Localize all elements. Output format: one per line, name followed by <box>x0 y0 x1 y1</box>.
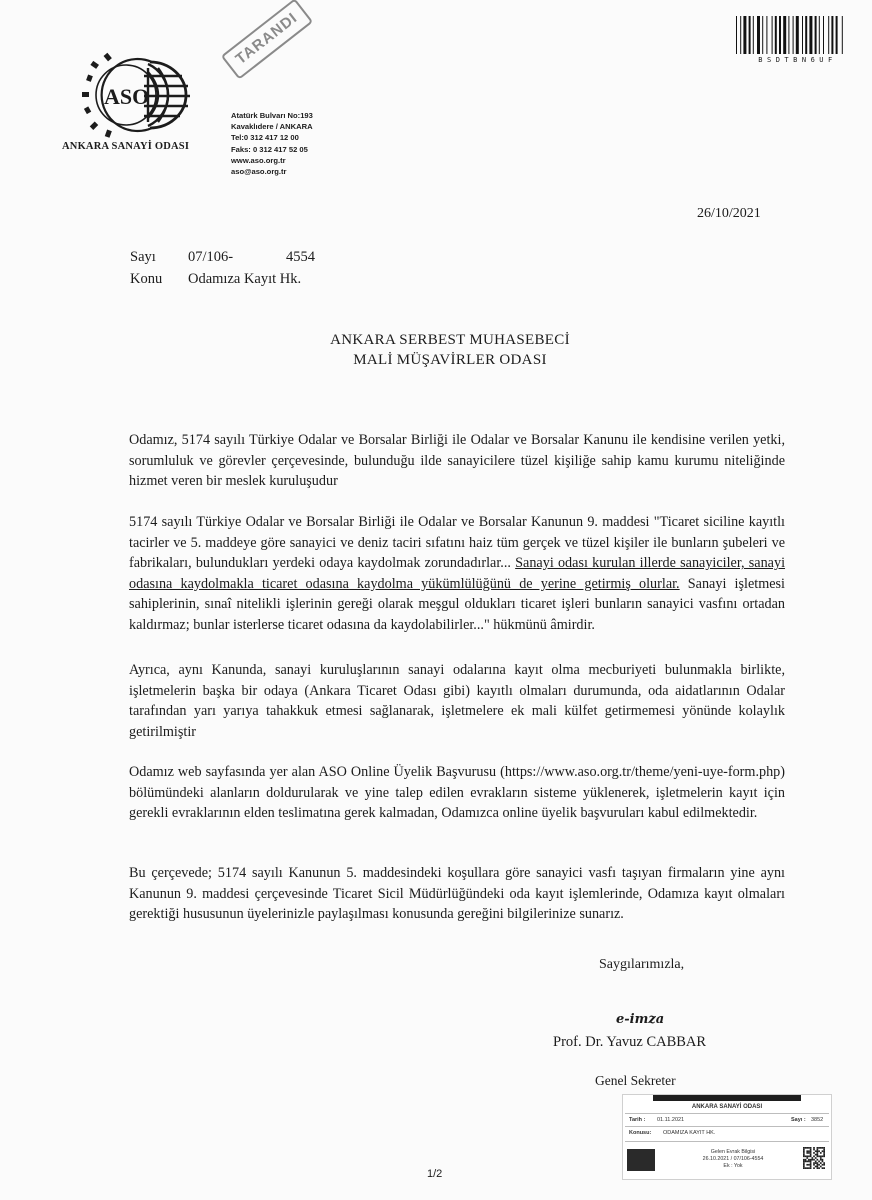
paragraph-5 <box>129 863 785 925</box>
stamp-top-bar <box>653 1095 801 1101</box>
stamp-info-3: Ek : Yok <box>723 1163 743 1169</box>
qr-code-icon <box>803 1147 825 1169</box>
stamp-info-1: Gelen Evrak Bilgisi <box>710 1149 756 1155</box>
organization-name: ANKARA SANAYİ ODASI <box>62 141 190 152</box>
paragraph-2-text <box>129 512 785 636</box>
stamp-date-value: 01.11.2021 <box>657 1117 685 1123</box>
stamp-org: ANKARA SANAYİ ODASI <box>691 1104 763 1110</box>
email-line: aso@aso.org.tr <box>231 167 287 177</box>
sayi-row <box>130 246 315 268</box>
stamp-number-label: Sayı : <box>791 1117 806 1123</box>
paragraph-4-text: Odamız web sayfasında yer alan ASO Online Üyelik Başvurusu (https://www.aso.org.tr/theme/yeni-uye-form.php) bölümündeki alanların doldurularak ve yine talep edilen evrakların sisteme yüklenerek, işletmelerin kayıt için gerekli evraklarının elden teslimatına gerek kalmadan, Odamızca online üyelik başvuruları kabul edilmektedir. <box>129 764 785 822</box>
barcode <box>735 16 860 68</box>
paragraph-2-after: Sanayi işletmesi sahiplerinin, sınaî nitelikli işlerinin gereği olarak meşgul oldukları ticaret işleri bunların sanayici vasfını ortadan kaldırmaz; bunlar isterlerse ticaret odasına da kaydolabilirler..." hükmünü âmirdir. <box>129 575 785 633</box>
paragraph-3 <box>129 660 785 742</box>
stamp-number-value: 3852 <box>811 1117 824 1123</box>
phone-line: Tel:0 312 417 12 00 <box>231 133 299 143</box>
konu-label: Konu <box>130 271 163 287</box>
page-number: 1/2 <box>427 1168 443 1180</box>
signer-name: Prof. Dr. Yavuz CABBAR <box>553 1034 707 1050</box>
fax-line: Faks: 0 312 417 52 05 <box>231 144 308 154</box>
sayi-label: Sayı <box>130 249 156 265</box>
paragraph-5-text: Bu çerçevede; 5174 sayılı Kanunun 5. maddesindeki koşullara göre sanayici vasfı taşıyan firmaların yine aynı Kanunun 9. maddesi çerçevesinde Ticaret Sicil Müdürlüğündeki oda kayıt işlemlerinde, Odamıza kayıt olmaları gerektiği hususunun üyelerinizle paylaşılması konusunda gereğini bilgilerinize sunarız. <box>129 865 785 923</box>
stamp-divider <box>625 1113 829 1114</box>
reference-block <box>130 246 315 290</box>
regards: Saygılarımızla, <box>599 957 685 972</box>
paragraph-2 <box>129 512 785 636</box>
barcode-bars <box>735 16 860 54</box>
recipient <box>200 330 700 370</box>
paragraph-2-underlined: Sanayi odası kurulan illerde sanayiciler, sanayi odasına kaydolmakla ticaret odasına kaydolma yükümlülüğünü de yerine getirmiş olurlar. <box>129 555 786 592</box>
incoming-document-stamp <box>622 1094 832 1180</box>
paragraph-4 <box>129 762 785 824</box>
recipient-line-2: MALİ MÜŞAVİRLER ODASI <box>353 352 547 368</box>
stamp-info-2: 26.10.2021 / 07/106-4554 <box>702 1156 764 1162</box>
stamp-subject-value: ODAMIZA KAYIT HK. <box>663 1130 716 1136</box>
contact-block <box>231 110 381 177</box>
stamp-subject-label: Konusu: <box>629 1130 652 1136</box>
paragraph-2-before: 5174 sayılı Türkiye Odalar ve Borsalar Birliği ile Odalar ve Borsalar Kanunun 9. maddesi "Ticaret siciline kayıtlı tacirler ve 5. maddeye göre sanayici ve deniz taciri sıfatını haiz tüm gerçek ve tüzel kişiler ile bunların şubeleri ve fabrikaları, bulundukları yerdeki odaya kaydolmak zorundadırlar... <box>129 514 785 572</box>
signer-title: Genel Sekreter <box>595 1073 676 1088</box>
scanned-stamp: TARANDI <box>221 0 314 80</box>
stamp-divider <box>625 1126 829 1127</box>
stamp-logo <box>627 1149 655 1171</box>
konu-value: Odamıza Kayıt Hk. <box>188 271 302 287</box>
stamp-divider <box>625 1141 829 1142</box>
paragraph-1 <box>129 430 785 492</box>
stamp-date-label: Tarih : <box>629 1117 646 1123</box>
document-date: 26/10/2021 <box>697 206 761 221</box>
address-line: Atatürk Bulvarı No:193 <box>231 111 313 120</box>
sayi-number: 4554 <box>286 249 315 265</box>
aso-logo <box>60 50 200 140</box>
recipient-line-1: ANKARA SERBEST MUHASEBECİ <box>330 332 570 348</box>
konu-row <box>130 268 315 290</box>
district-line: Kavaklıdere / ANKARA <box>231 122 313 132</box>
paragraph-1-text: Odamız, 5174 sayılı Türkiye Odalar ve Borsalar Birliği ile Odalar ve Borsalar Kanunu ile kendisine verilen yetki, sorumluluk ve görevler çerçevesinde, bulunduğu ilde sanayicilere tüzel kişiliğe sahip kamu kurumu niteliğinde hizmet veren bir meslek kuruluşudur <box>129 432 785 490</box>
sayi-value: 07/106- <box>188 249 234 265</box>
logo-text: ASO <box>104 84 150 109</box>
e-signature-mark: e-imza <box>616 1012 665 1027</box>
website-line: www.aso.org.tr <box>231 155 286 165</box>
barcode-text: BSDTBN6UF <box>758 56 837 64</box>
paragraph-3-text: Ayrıca, aynı Kanunda, sanayi kuruluşlarının sanayi odalarına kayıt olma mecburiyeti bulunmakla birlikte, işletmelerin başka bir odaya (Ankara Ticaret Odası gibi) kayıtlı olmaları durumunda, oda aidatlarının Odalar tarafından yarı yarıya tahakkuk etmesi sağlanarak, işletmelere ek mali külfet getirmemesi yönünde kolaylık getirilmiştir <box>129 662 785 740</box>
